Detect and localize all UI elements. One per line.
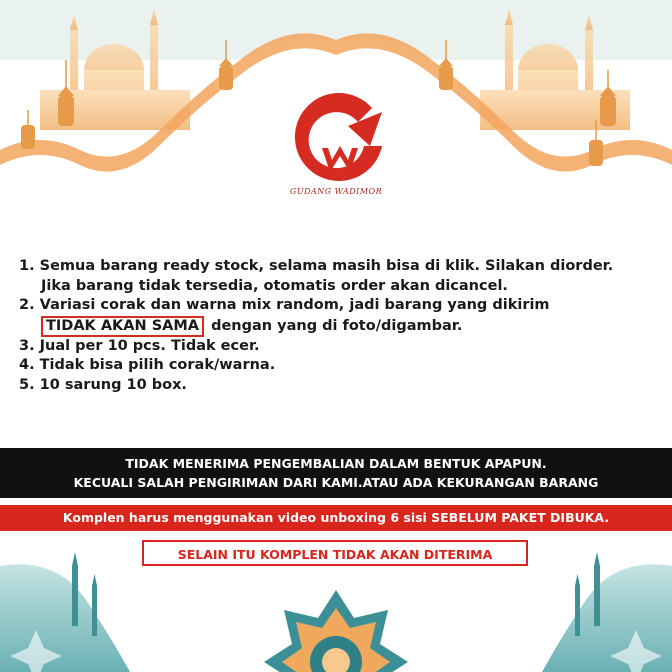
gudang-wadimor-logo [286, 86, 398, 198]
boxed-warning: TIDAK AKAN SAMA [41, 316, 204, 337]
rule-3: 3. Jual per 10 pcs. Tidak ecer. [19, 337, 260, 354]
rule-1-continued: Jika barang tidak tersedia, otomatis order akan dicancel. [41, 277, 508, 294]
rule-2-continued [19, 316, 669, 337]
unboxing-video-banner: Komplen harus menggunakan video unboxing 6 sisi SEBELUM PAKET DIBUKA. [0, 505, 672, 531]
complaint-rejected-notice: SELAIN ITU KOMPLEN TIDAK AKAN DITERIMA [142, 540, 528, 566]
rule-1: 1. Semua barang ready stock, selama masih bisa di klik. Silakan diorder. [19, 258, 614, 274]
rule-2: 2. Variasi corak dan warna mix random, jadi barang yang dikirim [19, 297, 550, 313]
rule-2-rest: dengan yang di foto/digambar. [211, 317, 463, 334]
no-return-banner [0, 448, 672, 498]
rules-list [19, 257, 669, 395]
no-return-line-1: TIDAK MENERIMA PENGEMBALIAN DALAM BENTUK APAPUN. [125, 456, 547, 471]
rule-4: 4. Tidak bisa pilih corak/warna. [19, 357, 276, 373]
brand-name: GUDANG WADIMOR [289, 187, 383, 196]
rule-5: 5. 10 sarung 10 box. [19, 376, 187, 393]
no-return-line-2: KECUALI SALAH PENGIRIMAN DARI KAMI.ATAU ADA KEKURANGAN BARANG [73, 475, 599, 490]
